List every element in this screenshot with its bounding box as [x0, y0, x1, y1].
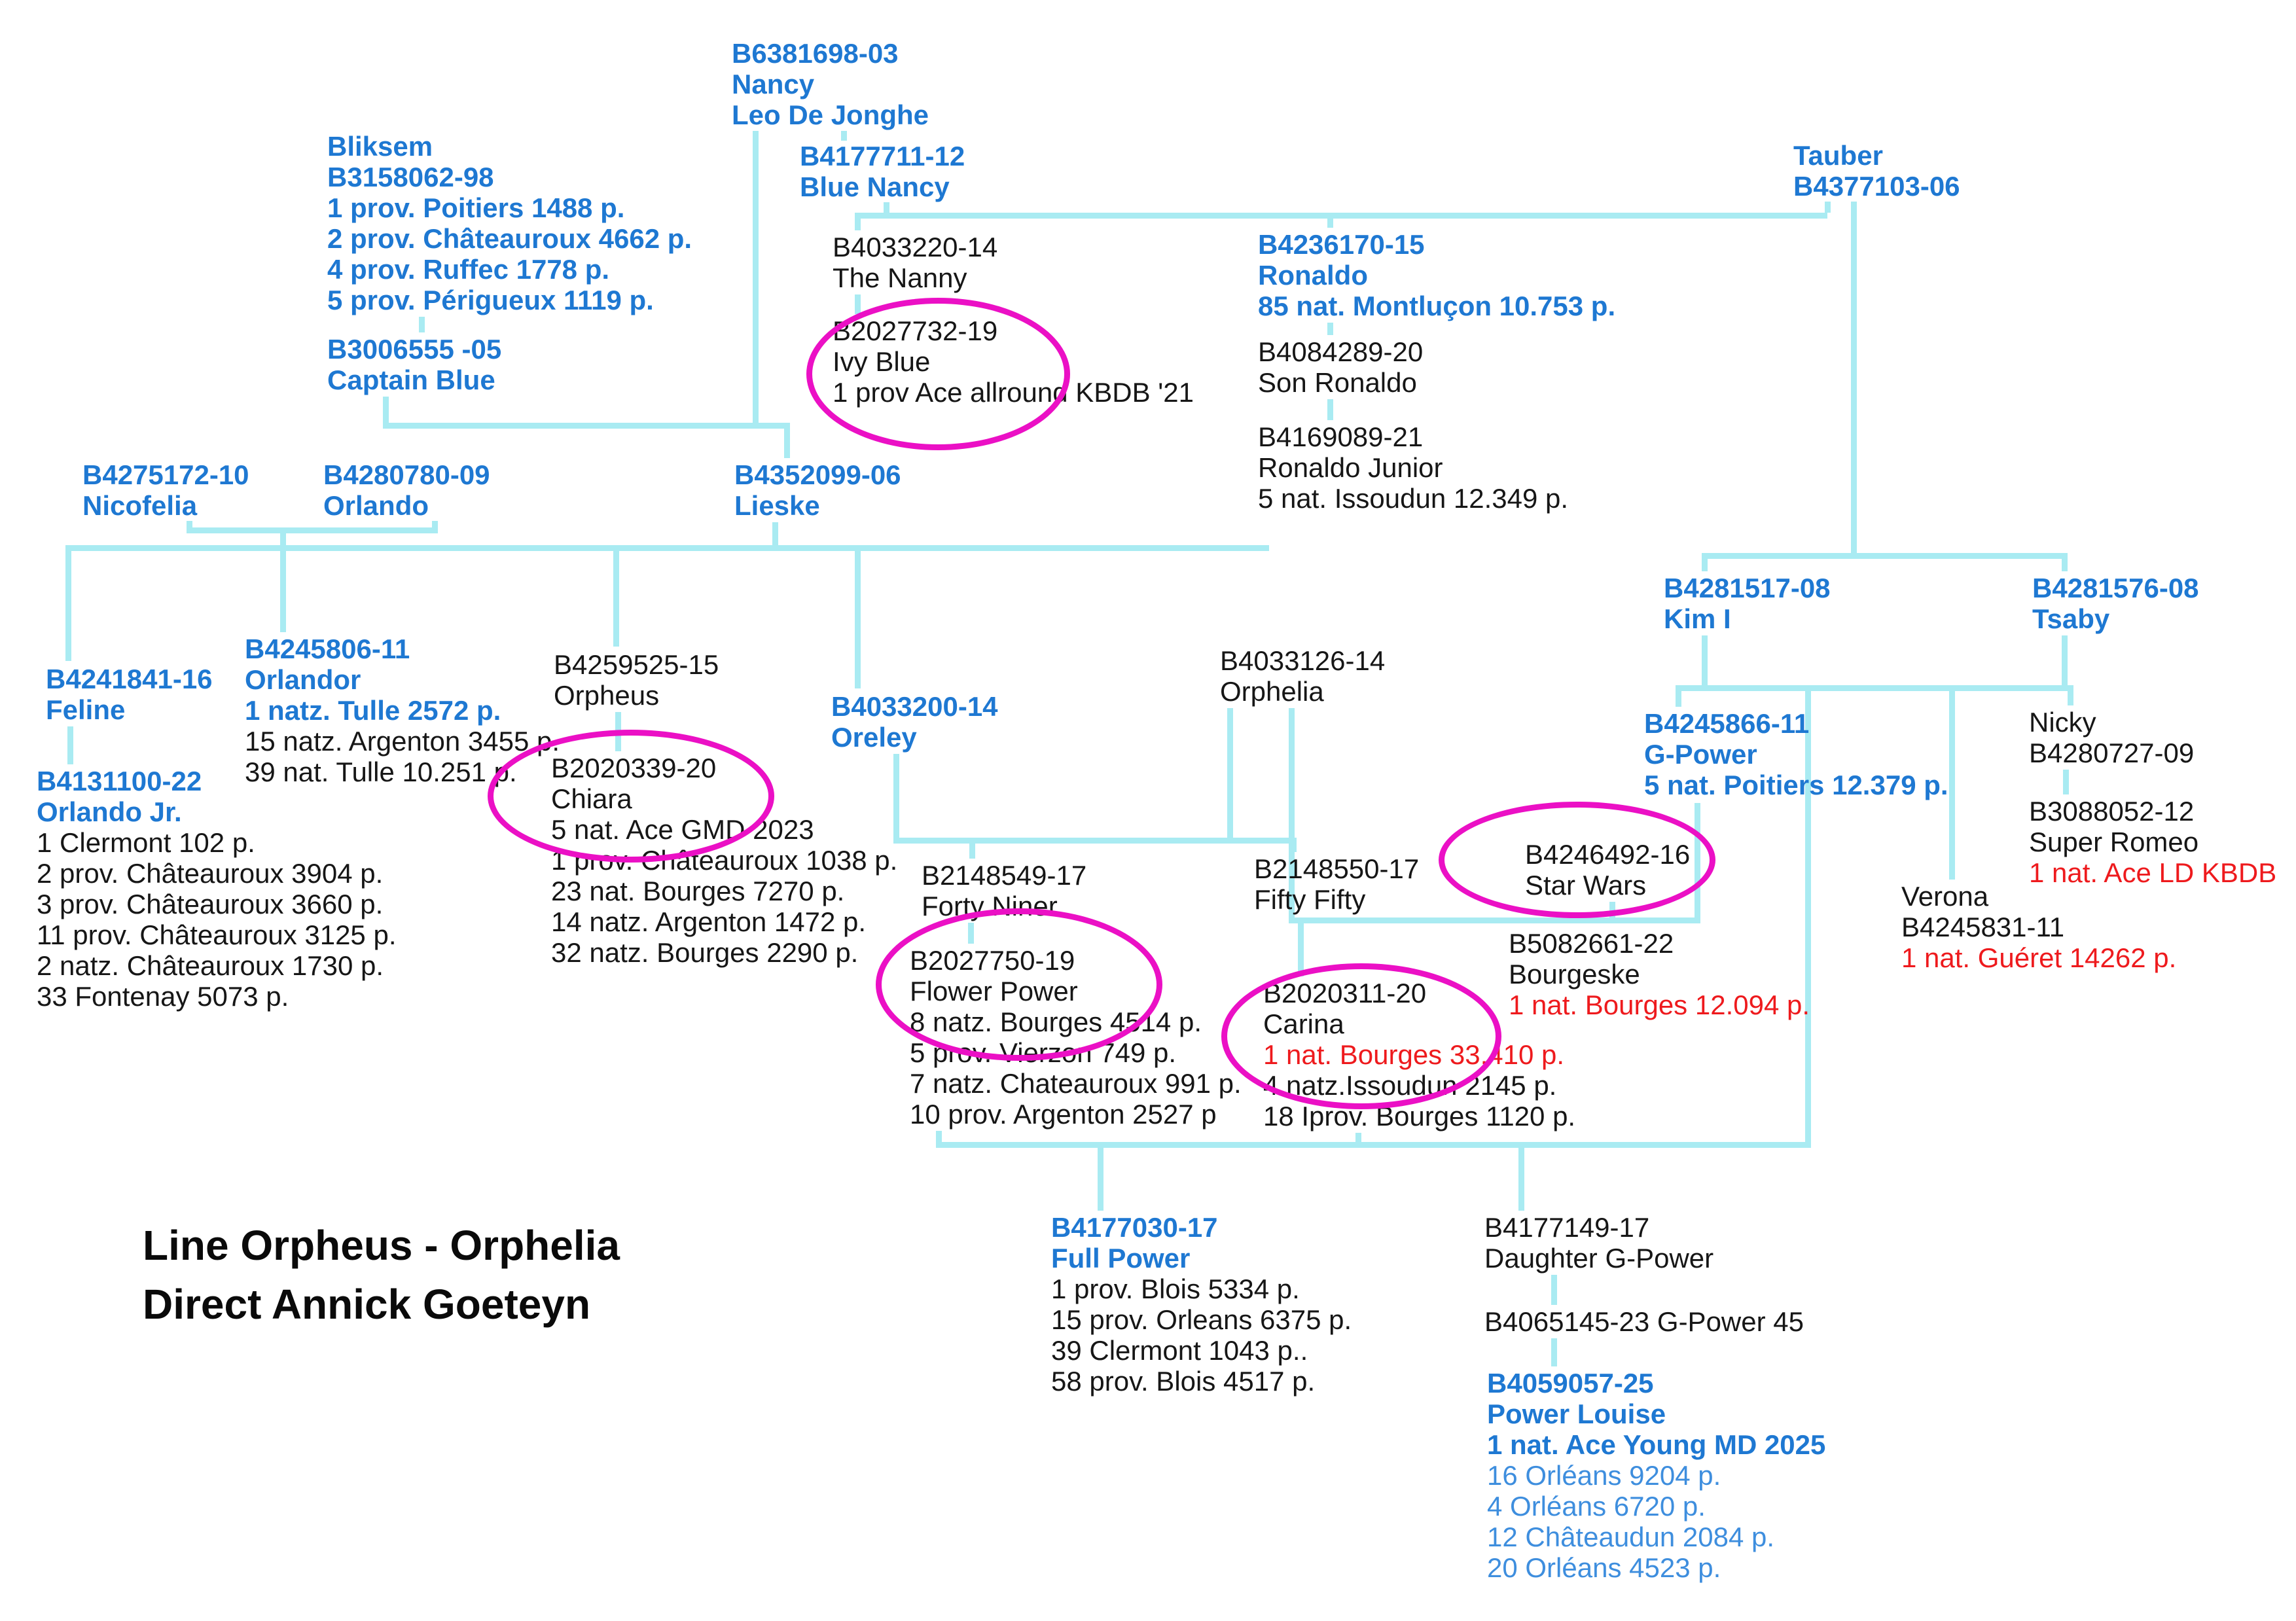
- pedigree-node-ivy-blue-line: B2027732-19: [833, 315, 998, 346]
- connector-line: [1298, 917, 1304, 976]
- pedigree-node-full-power-line: 1 prov. Blois 5334 p.: [1051, 1274, 1300, 1304]
- pedigree-node-ivy-blue-line: 1 prov Ace allround KBDB '21: [833, 377, 1194, 408]
- pedigree-node-bliksem-line: B3158062-98: [327, 162, 494, 192]
- pedigree-node-fifty-fifty: [1254, 853, 1419, 915]
- connector-line: [855, 545, 861, 688]
- pedigree-node-flower-power-line: Flower Power: [910, 976, 1078, 1006]
- pedigree-node-blue-nancy-line: B4177711-12: [800, 141, 965, 171]
- connector-line: [2068, 685, 2073, 705]
- connector-line: [1949, 685, 1955, 880]
- pedigree-node-fifty-fifty-line: Fifty Fifty: [1254, 884, 1366, 915]
- connector-line: [613, 545, 619, 647]
- pedigree-node-oreley-line: Oreley: [831, 722, 917, 753]
- chart-title: [143, 1216, 620, 1334]
- pedigree-node-feline-line: B4241841-16: [46, 664, 213, 694]
- pedigree-node-star-wars-line: Star Wars: [1525, 870, 1647, 900]
- pedigree-node-chiara-line: 5 nat. Ace GMD 2023: [551, 814, 814, 845]
- pedigree-node-bourgeske-line: B5082661-22: [1509, 928, 1674, 959]
- pedigree-node-chiara-line: 14 natz. Argenton 1472 p.: [551, 906, 867, 937]
- pedigree-node-son-ronaldo-line: Son Ronaldo: [1258, 367, 1417, 398]
- connector-line: [280, 527, 286, 632]
- pedigree-node-flower-power-line: 8 natz. Bourges 4514 p.: [910, 1006, 1202, 1037]
- pedigree-node-orlando-jr: [37, 766, 397, 1012]
- ellipse-flower-power: [876, 908, 1162, 1061]
- pedigree-node-carina-line: 4 natz.Issoudun 2145 p.: [1263, 1070, 1557, 1101]
- pedigree-node-captain-blue-line: B3006555 -05: [327, 334, 502, 365]
- pedigree-node-ronaldo-line: 85 nat. Montluçon 10.753 p.: [1258, 291, 1616, 321]
- pedigree-node-the-nanny-line: The Nanny: [833, 262, 967, 293]
- pedigree-node-orlando-jr-line: 2 prov. Châteauroux 3904 p.: [37, 858, 384, 889]
- connector-line: [1676, 685, 2073, 691]
- ellipse-carina: [1221, 963, 1501, 1109]
- connector-line: [65, 545, 71, 661]
- pedigree-node-ronaldo-line: B4236170-15: [1258, 229, 1425, 260]
- connector-line: [855, 213, 861, 230]
- pedigree-node-ivy-blue-line: Ivy Blue: [833, 346, 931, 377]
- pedigree-node-ronaldo-line: Ronaldo: [1258, 260, 1368, 291]
- pedigree-node-the-nanny: [833, 232, 997, 293]
- connector-line: [884, 202, 889, 213]
- connector-line: [383, 397, 389, 423]
- pedigree-node-orlando-jr-line: B4131100-22: [37, 766, 202, 796]
- connector-line: [893, 838, 1297, 844]
- pedigree-node-tsaby-line: Tsaby: [2032, 603, 2110, 634]
- pedigree-node-orpheus: [554, 649, 719, 711]
- pedigree-node-son-ronaldo: [1258, 336, 1423, 398]
- pedigree-node-g-power: [1644, 708, 1948, 800]
- ellipse-ivy-blue: [806, 298, 1070, 450]
- pedigree-node-carina-line: 1 nat. Bourges 33.410 p.: [1263, 1039, 1565, 1070]
- pedigree-node-bliksem-line: 5 prov. Périgueux 1119 p.: [327, 285, 654, 315]
- pedigree-node-orlando-jr-line: 2 natz. Châteauroux 1730 p.: [37, 950, 384, 981]
- pedigree-node-bliksem: [327, 131, 692, 315]
- connector-line: [753, 131, 759, 423]
- connector-line: [1518, 1142, 1524, 1211]
- pedigree-node-nancy: [732, 38, 929, 130]
- connector-line: [1702, 553, 1708, 571]
- pedigree-node-orpheus-line: Orpheus: [554, 680, 660, 711]
- pedigree-node-bliksem-line: 1 prov. Poitiers 1488 p.: [327, 192, 625, 223]
- pedigree-node-full-power-line: Full Power: [1051, 1243, 1191, 1274]
- pedigree-node-ronaldo: [1258, 229, 1615, 321]
- pedigree-node-nicky: [2029, 707, 2194, 768]
- pedigree-node-ronaldo-junior-line: Ronaldo Junior: [1258, 452, 1443, 483]
- pedigree-node-tsaby: [2032, 573, 2199, 634]
- pedigree-node-flower-power-line: 5 prov. Vierzon 749 p.: [910, 1037, 1177, 1068]
- pedigree-node-tsaby-line: B4281576-08: [2032, 573, 2199, 603]
- pedigree-node-verona-line: B4245831-11: [1901, 912, 2065, 942]
- connector-line: [1327, 399, 1333, 420]
- pedigree-node-super-romeo: [2029, 796, 2276, 888]
- connector-line: [1227, 708, 1233, 838]
- pedigree-node-full-power-line: B4177030-17: [1051, 1212, 1218, 1243]
- pedigree-node-tauber-line: B4377103-06: [1793, 171, 1960, 202]
- connector-line: [1702, 553, 2062, 559]
- pedigree-node-carina-line: Carina: [1263, 1008, 1344, 1039]
- pedigree-node-orlandor-line: 1 natz. Tulle 2572 p.: [245, 695, 501, 726]
- pedigree-node-g-power-45-line: B4065145-23 G-Power 45: [1484, 1306, 1804, 1337]
- connector-line: [1551, 1338, 1557, 1366]
- pedigree-node-orlando: [323, 459, 490, 521]
- pedigree-node-nancy-line: Nancy: [732, 69, 815, 99]
- pedigree-node-feline-line: Feline: [46, 694, 126, 725]
- pedigree-node-captain-blue: [327, 334, 501, 395]
- pedigree-node-g-power-line: 5 nat. Poitiers 12.379 p.: [1644, 770, 1948, 800]
- pedigree-node-chiara-line: B2020339-20: [551, 753, 717, 783]
- pedigree-node-power-louise-line: B4059057-25: [1487, 1368, 1654, 1398]
- pedigree-node-nicky-line: Nicky: [2029, 707, 2096, 738]
- chart-title-line2: Direct Annick Goeteyn: [143, 1281, 591, 1328]
- connector-line: [383, 423, 790, 429]
- pedigree-node-super-romeo-line: B3088052-12: [2029, 796, 2195, 827]
- pedigree-node-flower-power-line: 7 natz. Chateauroux 991 p.: [910, 1068, 1242, 1099]
- pedigree-node-captain-blue-line: Captain Blue: [327, 365, 495, 395]
- pedigree-node-forty-niner-line: Forty Niner: [922, 891, 1058, 921]
- connector-line: [187, 527, 438, 533]
- pedigree-node-carina-line: 18 Iprov. Bourges 1120 p.: [1263, 1101, 1576, 1131]
- connector-line: [1851, 202, 1857, 553]
- pedigree-node-power-louise-line: 20 Orléans 4523 p.: [1487, 1552, 1721, 1583]
- connector-line: [1098, 1142, 1103, 1211]
- pedigree-node-orlando-line: B4280780-09: [323, 459, 490, 490]
- pedigree-node-orpheus-line: B4259525-15: [554, 649, 719, 680]
- connector-line: [969, 838, 975, 859]
- pedigree-node-full-power-line: 15 prov. Orleans 6375 p.: [1051, 1304, 1352, 1335]
- connector-line: [1551, 1275, 1557, 1305]
- pedigree-node-lieske: [734, 459, 901, 521]
- connector-line: [784, 423, 790, 458]
- pedigree-node-nicofelia-line: Nicofelia: [82, 490, 198, 521]
- pedigree-node-verona: [1901, 881, 2176, 973]
- pedigree-node-chiara-line: 23 nat. Bourges 7270 p.: [551, 876, 845, 906]
- connector-line: [855, 213, 1827, 219]
- pedigree-node-orlandor-line: 15 natz. Argenton 3455 p.: [245, 726, 560, 757]
- connector-line: [1676, 685, 1681, 707]
- pedigree-node-orlando-jr-line: 11 prov. Châteauroux 3125 p.: [37, 919, 397, 950]
- ellipse-chiara: [488, 730, 774, 863]
- pedigree-node-bourgeske-line: Bourgeske: [1509, 959, 1640, 989]
- pedigree-node-full-power: [1051, 1212, 1352, 1397]
- pedigree-node-g-power-line: B4245866-11: [1644, 708, 1810, 739]
- connector-line: [772, 522, 778, 545]
- pedigree-node-orlando-jr-line: 1 Clermont 102 p.: [37, 827, 255, 858]
- pedigree-node-kim-i: [1664, 573, 1831, 634]
- connector-line: [65, 545, 1269, 551]
- pedigree-node-nancy-line: B6381698-03: [732, 38, 899, 69]
- pedigree-node-orlandor-line: 39 nat. Tulle 10.251 p.: [245, 757, 517, 787]
- pedigree-node-star-wars-line: B4246492-16: [1525, 839, 1691, 870]
- connector-line: [936, 1142, 1811, 1148]
- pedigree-node-fifty-fifty-line: B2148550-17: [1254, 853, 1420, 884]
- pedigree-node-nicofelia: [82, 459, 249, 521]
- connector-line: [2062, 553, 2068, 571]
- pedigree-node-tauber: [1793, 140, 1960, 202]
- pedigree-node-full-power-line: 58 prov. Blois 4517 p.: [1051, 1366, 1316, 1397]
- pedigree-node-orphelia: [1220, 645, 1385, 707]
- pedigree-node-power-louise-line: 4 Orléans 6720 p.: [1487, 1491, 1706, 1522]
- connector-line: [855, 294, 861, 314]
- pedigree-node-daughter-g-power: [1484, 1212, 1713, 1274]
- pedigree-node-bourgeske: [1509, 928, 1810, 1020]
- connector-line: [419, 317, 425, 332]
- pedigree-node-power-louise-line: 16 Orléans 9204 p.: [1487, 1460, 1721, 1491]
- pedigree-node-blue-nancy-line: Blue Nancy: [800, 171, 950, 202]
- pedigree-node-chiara-line: Chiara: [551, 783, 632, 814]
- pedigree-node-kim-i-line: B4281517-08: [1664, 573, 1831, 603]
- pedigree-node-bliksem-line: 2 prov. Châteauroux 4662 p.: [327, 223, 692, 254]
- pedigree-node-flower-power-line: 10 prov. Argenton 2527 p: [910, 1099, 1217, 1130]
- pedigree-node-orphelia-line: B4033126-14: [1220, 645, 1386, 676]
- pedigree-node-bourgeske-line: 1 nat. Bourges 12.094 p.: [1509, 989, 1810, 1020]
- pedigree-node-forty-niner-line: B2148549-17: [922, 860, 1087, 891]
- pedigree-node-nicky-line: B4280727-09: [2029, 738, 2195, 768]
- pedigree-node-verona-line: 1 nat. Guéret 14262 p.: [1901, 942, 2177, 973]
- pedigree-node-orlando-jr-line: Orlando Jr.: [37, 796, 182, 827]
- chart-title-line1: Line Orpheus - Orphelia: [143, 1222, 620, 1269]
- pedigree-node-blue-nancy: [800, 141, 965, 202]
- pedigree-node-flower-power-line: B2027750-19: [910, 945, 1075, 976]
- pedigree-node-chiara-line: 32 natz. Bourges 2290 p.: [551, 937, 859, 968]
- pedigree-node-power-louise-line: Power Louise: [1487, 1398, 1666, 1429]
- pedigree-node-bliksem-line: Bliksem: [327, 131, 433, 162]
- pedigree-node-feline: [46, 664, 213, 725]
- connector-line: [1327, 213, 1333, 228]
- pedigree-node-power-louise-line: 12 Châteaudun 2084 p.: [1487, 1522, 1775, 1552]
- pedigree-node-the-nanny-line: B4033220-14: [833, 232, 998, 262]
- pedigree-node-power-louise-line: 1 nat. Ace Young MD 2025: [1487, 1429, 1826, 1460]
- connector-line: [2062, 635, 2068, 685]
- pedigree-node-nicofelia-line: B4275172-10: [82, 459, 249, 490]
- pedigree-node-ronaldo-junior-line: 5 nat. Issoudun 12.349 p.: [1258, 483, 1569, 514]
- pedigree-node-orlando-line: Orlando: [323, 490, 429, 521]
- connector-line: [67, 726, 73, 764]
- ellipse-star-wars: [1439, 802, 1715, 918]
- connector-line: [841, 131, 847, 141]
- pedigree-node-super-romeo-line: Super Romeo: [2029, 827, 2199, 857]
- pedigree-node-oreley-line: B4033200-14: [831, 691, 998, 722]
- pedigree-node-verona-line: Verona: [1901, 881, 1989, 912]
- pedigree-node-orlandor-line: B4245806-11: [245, 633, 410, 664]
- pedigree-node-ronaldo-junior: [1258, 421, 1568, 514]
- pedigree-node-tauber-line: Tauber: [1793, 140, 1883, 171]
- pedigree-node-carina-line: B2020311-20: [1263, 978, 1427, 1008]
- pedigree-node-bliksem-line: 4 prov. Ruffec 1778 p.: [327, 254, 610, 285]
- connector-line: [1327, 323, 1333, 335]
- pedigree-node-ronaldo-junior-line: B4169089-21: [1258, 421, 1424, 452]
- pedigree-node-g-power-45: [1484, 1306, 1804, 1337]
- pedigree-node-g-power-line: G-Power: [1644, 739, 1757, 770]
- pedigree-node-kim-i-line: Kim I: [1664, 603, 1731, 634]
- pedigree-node-nancy-line: Leo De Jonghe: [732, 99, 929, 130]
- pedigree-node-daughter-g-power-line: B4177149-17: [1484, 1212, 1650, 1243]
- connector-line: [1825, 202, 1831, 213]
- pedigree-node-chiara-line: 1 prov. Châteauroux 1038 p.: [551, 845, 898, 876]
- pedigree-node-oreley: [831, 691, 998, 753]
- pedigree-node-full-power-line: 39 Clermont 1043 p..: [1051, 1335, 1308, 1366]
- pedigree-node-lieske-line: B4352099-06: [734, 459, 901, 490]
- pedigree-node-lieske-line: Lieske: [734, 490, 820, 521]
- connector-line: [1702, 635, 1708, 685]
- pedigree-node-daughter-g-power-line: Daughter G-Power: [1484, 1243, 1714, 1274]
- pedigree-node-orlando-jr-line: 3 prov. Châteauroux 3660 p.: [37, 889, 384, 919]
- pedigree-node-son-ronaldo-line: B4084289-20: [1258, 336, 1424, 367]
- connector-line: [2063, 770, 2069, 794]
- pedigree-node-orlando-jr-line: 33 Fontenay 5073 p.: [37, 981, 289, 1012]
- pedigree-node-super-romeo-line: 1 nat. Ace LD KBDB: [2029, 857, 2277, 888]
- pedigree-node-orphelia-line: Orphelia: [1220, 676, 1324, 707]
- connector-line: [1289, 917, 1700, 923]
- pedigree-node-orlandor-line: Orlandor: [245, 664, 361, 695]
- pedigree-node-power-louise: [1487, 1368, 1825, 1583]
